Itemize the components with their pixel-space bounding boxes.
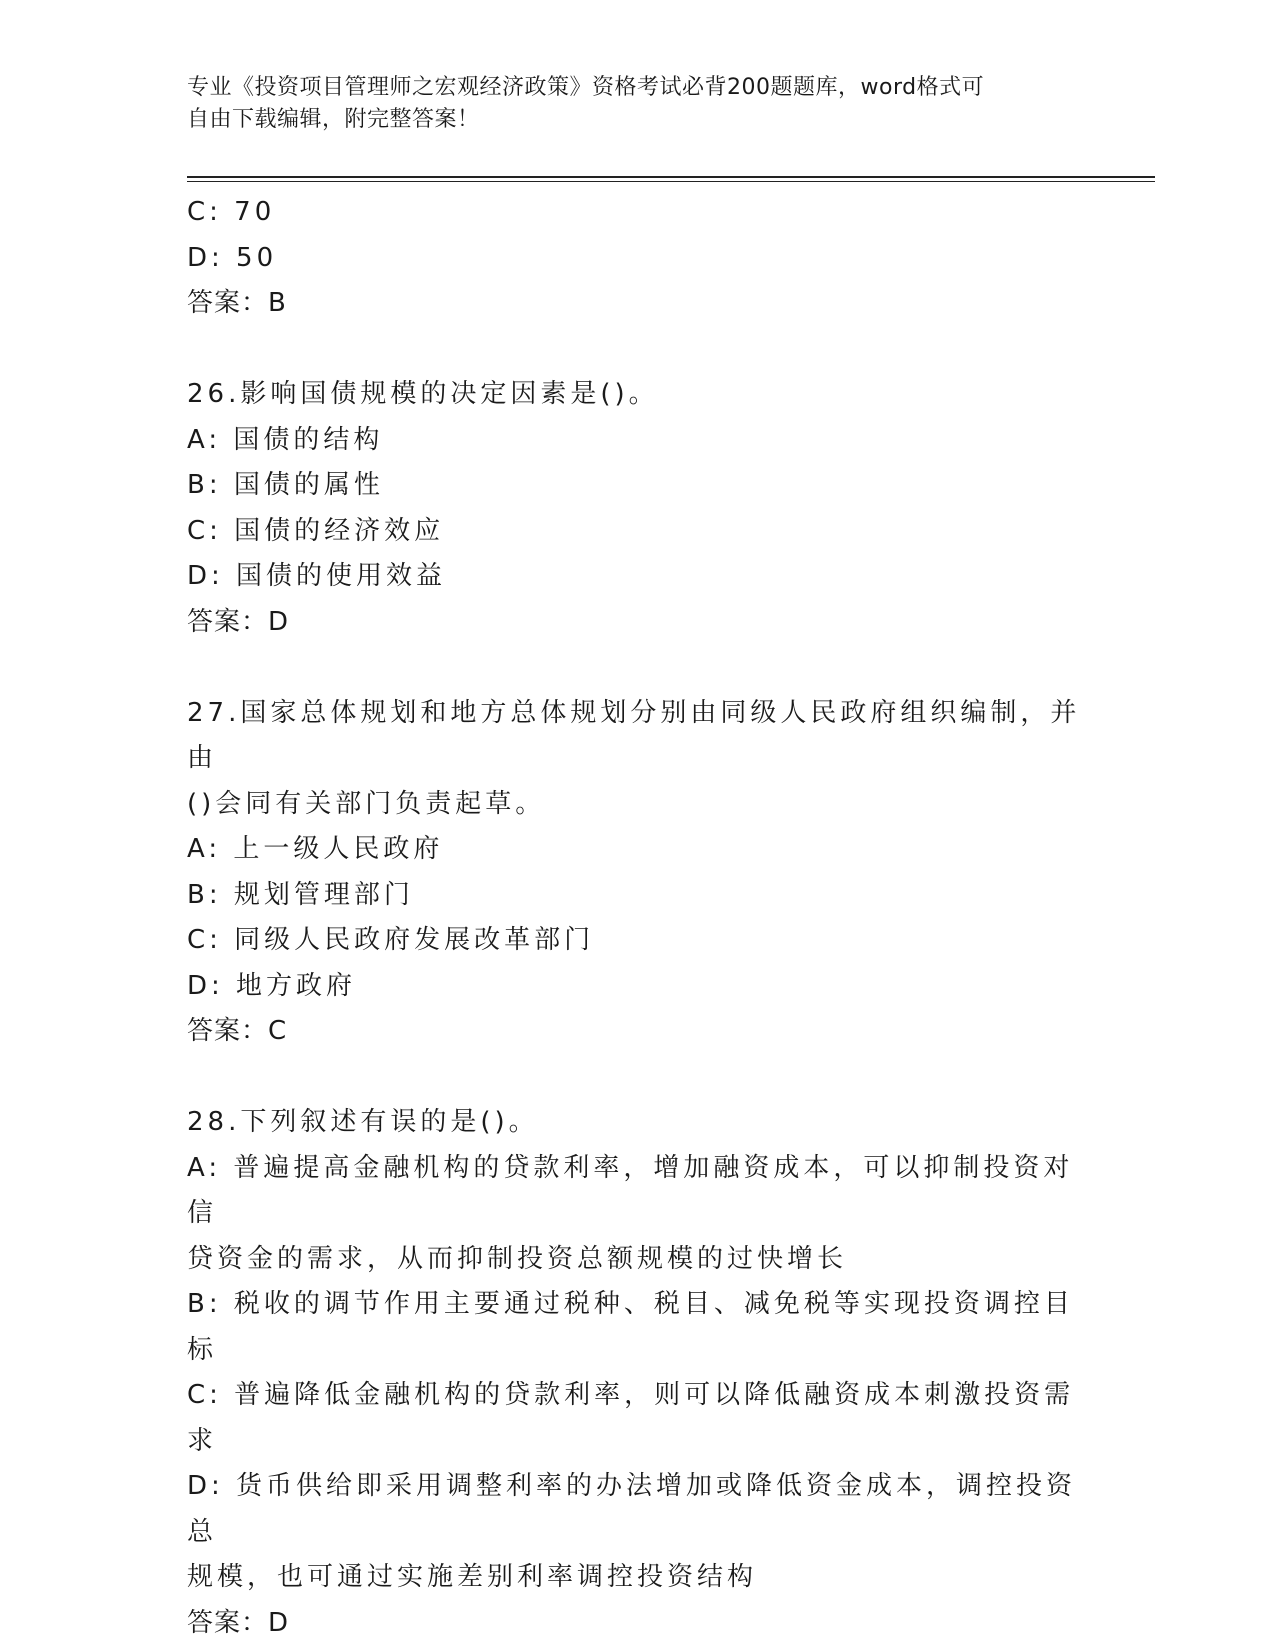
answer: 答案：D (187, 606, 290, 637)
option-d-line-2: 规模，也可通过实施差别利率调控投资结构 (187, 1562, 758, 1592)
document-header (187, 72, 1067, 136)
option-c: C: 国债的经济效应 (187, 515, 445, 546)
option-a: A: 国债的结构 (187, 424, 384, 455)
question-26 (187, 372, 1087, 645)
option-c: C: 70 (187, 197, 276, 227)
header-divider (187, 176, 1155, 182)
option-a-line-2: 贷资金的需求，从而抑制投资总额规模的过快增长 (187, 1243, 848, 1274)
answer: 答案：D (187, 1607, 290, 1638)
spacer (187, 645, 1087, 691)
option-d-line-1: D: 货币供给即采用调整利率的办法增加或降低资金成本，调控投资总 (187, 1471, 1077, 1547)
option-c: C: 普遍降低金融机构的贷款利率，则可以降低融资成本刺激投资需求 (187, 1380, 1075, 1456)
question-text-line-1: 27.国家总体规划和地方总体规划分别由同级人民政府组织编制，并由 (187, 697, 1081, 773)
option-b: B: 税收的调节作用主要通过税种、税目、减免税等实现投资调控目标 (187, 1289, 1074, 1365)
header-title-line-2: 自由下载编辑，附完整答案！ (187, 107, 480, 132)
option-a: A: 上一级人民政府 (187, 834, 444, 864)
spacer (187, 327, 1087, 373)
question-25-tail (187, 190, 1087, 327)
option-d: D: 地方政府 (187, 970, 357, 1001)
answer: 答案：C (187, 1016, 288, 1046)
option-d: D: 国债的使用效益 (187, 561, 447, 591)
answer: 答案：B (187, 288, 287, 318)
question-text: 26.影响国债规模的决定因素是()。 (187, 379, 659, 409)
option-c: C: 同级人民政府发展改革部门 (187, 925, 595, 955)
spacer (187, 1055, 1087, 1101)
question-list (187, 190, 1087, 1646)
question-text: 28.下列叙述有误的是()。 (187, 1107, 539, 1137)
question-28 (187, 1100, 1087, 1646)
header-title-line-1: 专业《投资项目管理师之宏观经济政策》资格考试必背200题题库，word格式可 (187, 75, 985, 100)
option-a-line-1: A: 普遍提高金融机构的贷款利率，增加融资成本，可以抑制投资对信 (187, 1152, 1074, 1228)
option-d: D: 50 (187, 242, 278, 273)
question-27 (187, 691, 1087, 1055)
option-b: B: 国债的属性 (187, 470, 384, 500)
question-text-line-2: ()会同有关部门负责起草。 (187, 788, 546, 819)
option-b: B: 规划管理部门 (187, 879, 414, 910)
